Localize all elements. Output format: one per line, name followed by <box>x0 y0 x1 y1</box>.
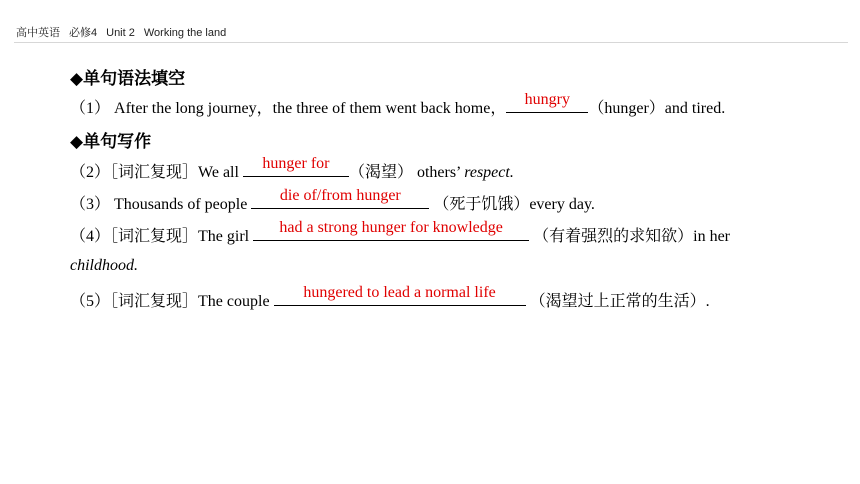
q4-answer: had a strong hunger for knowledge <box>279 219 503 236</box>
section-heading-writing: ◆单句写作 <box>70 132 152 152</box>
q4-blank <box>253 219 529 241</box>
q3-text-post: （死于饥饿）every day. <box>433 196 595 213</box>
header-divider <box>14 42 848 43</box>
q1-text-pre: After the long journey，the three of them went back home， <box>114 100 507 117</box>
q4-number: （4） <box>70 228 111 245</box>
question-3 <box>70 187 595 215</box>
header-unit: Unit 2 <box>106 27 135 39</box>
breadcrumb <box>16 24 235 40</box>
header-subject: 高中英语 <box>16 27 60 39</box>
q5-text-post: （渴望过上正常的生活）. <box>529 293 710 310</box>
q3-number: （3） <box>70 196 111 213</box>
q2-text-pre: We all <box>198 164 239 181</box>
q1-number: （1） <box>70 100 111 117</box>
q3-answer: die of/from hunger <box>279 187 401 204</box>
q5-blank <box>274 284 526 306</box>
q4-italic-word: childhood. <box>70 257 138 274</box>
header-book: 必修4 <box>69 27 98 39</box>
question-4-continuation <box>70 256 138 276</box>
q1-blank <box>506 91 588 113</box>
q2-italic-word: respect. <box>464 164 514 181</box>
q1-answer: hungry <box>524 91 570 108</box>
q5-text-pre: The couple <box>198 293 270 310</box>
q2-text-post: （渴望） others’ <box>348 164 461 181</box>
q5-tag: ［词汇复现］ <box>110 293 199 310</box>
q5-answer: hungered to lead a normal life <box>303 284 496 301</box>
q1-text-post: （hunger）and tired. <box>588 100 726 117</box>
q2-number: （2） <box>70 164 111 181</box>
q3-blank <box>251 187 429 209</box>
q2-tag: ［词汇复现］ <box>110 164 199 181</box>
q4-text-post: （有着强烈的求知欲）in her <box>533 228 731 245</box>
q2-answer: hunger for <box>262 155 330 172</box>
header-title: Working the land <box>143 27 227 39</box>
question-1 <box>70 91 726 119</box>
q5-number: （5） <box>70 293 111 310</box>
section-heading-grammar: ◆单句语法填空 <box>70 69 186 89</box>
q2-blank <box>243 155 349 177</box>
q4-text-pre: The girl <box>198 228 250 245</box>
q3-text-pre: Thousands of people <box>114 196 248 213</box>
q4-tag: ［词汇复现］ <box>110 228 199 245</box>
question-5 <box>70 284 710 312</box>
question-2 <box>70 155 514 183</box>
question-4 <box>70 219 731 247</box>
